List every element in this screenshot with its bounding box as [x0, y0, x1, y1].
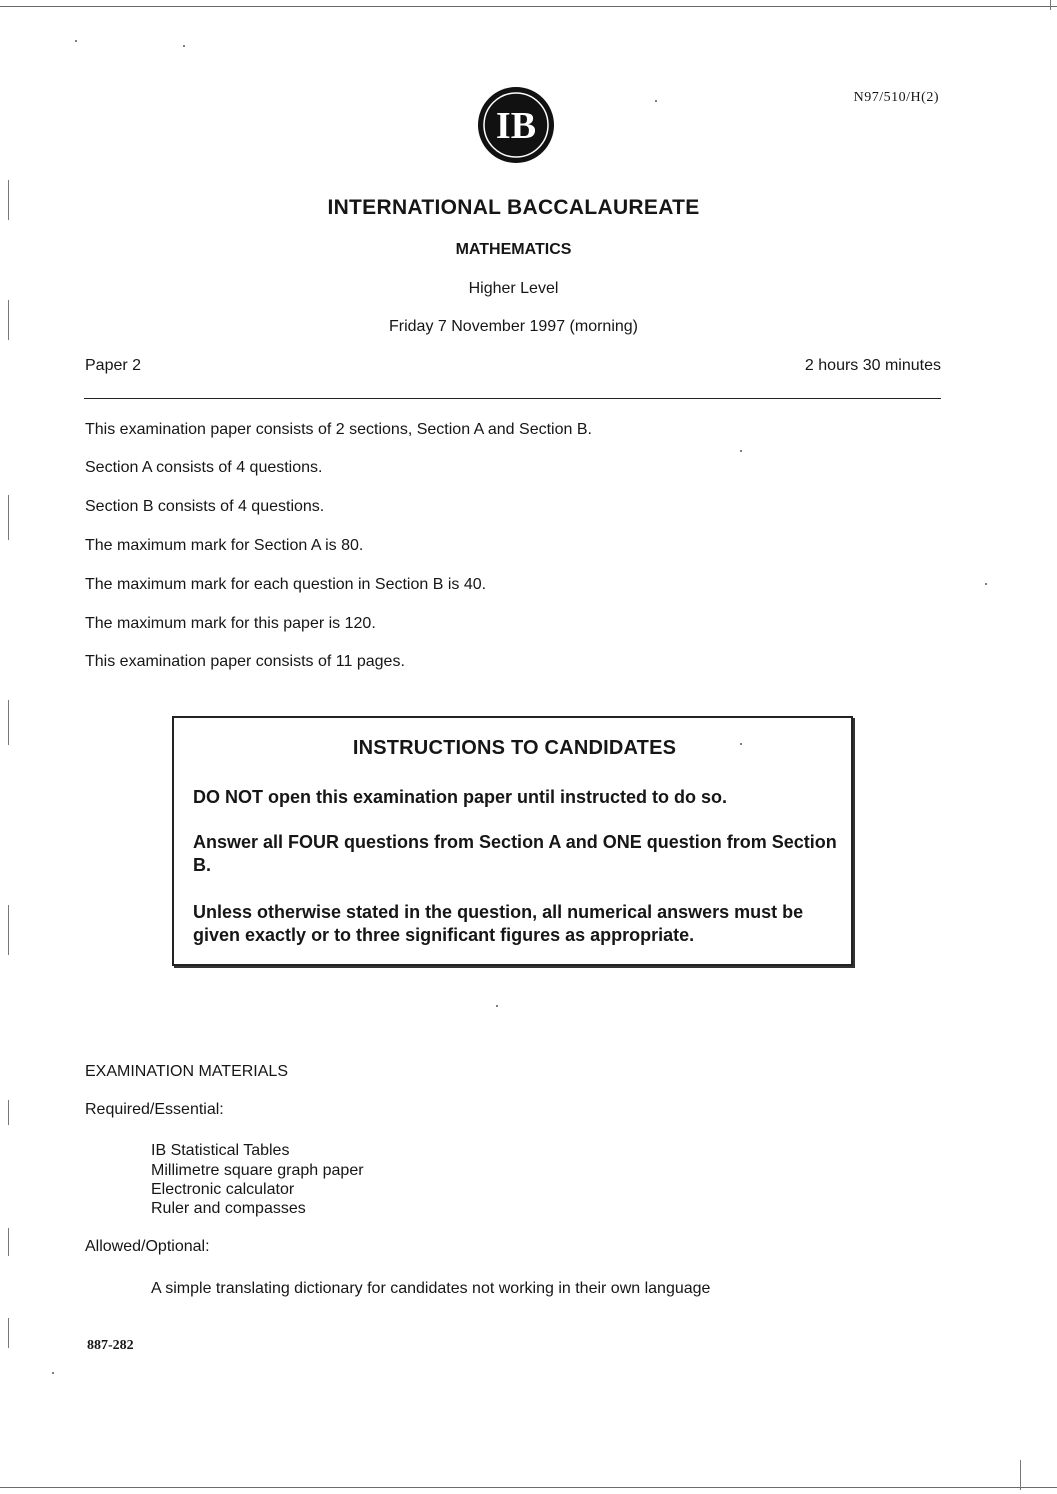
info-line: The maximum mark for Section A is 80. [85, 537, 364, 554]
required-label: Required/Essential: [85, 1101, 224, 1118]
scan-margin-mark [1050, 0, 1051, 10]
scan-speck [740, 450, 742, 452]
level-label: Higher Level [468, 280, 559, 297]
paper-number: Paper 2 [85, 357, 142, 374]
scan-margin-mark [8, 495, 9, 540]
paper-reference-code: N97/510/H(2) [853, 90, 939, 105]
required-item: Millimetre square graph paper [151, 1162, 364, 1179]
exam-date: Friday 7 November 1997 (morning) [389, 318, 638, 335]
scan-speck [496, 1005, 498, 1007]
scan-margin-mark [8, 700, 9, 745]
info-line: Section A consists of 4 questions. [85, 459, 323, 476]
header-divider [84, 398, 941, 399]
instruction-item: DO NOT open this examination paper until instructed to do so. [193, 787, 728, 807]
info-line: This examination paper consists of 2 sections, Section A and Section B. [85, 421, 592, 438]
scan-speck [75, 40, 77, 42]
instructions-box [172, 716, 853, 966]
footer-code: 887-282 [87, 1338, 134, 1353]
instruction-item: Answer all FOUR questions from Section A and ONE question from Section B. [193, 832, 837, 875]
exam-duration: 2 hours 30 minutes [804, 357, 941, 374]
scan-speck [985, 583, 987, 585]
scan-margin-mark [8, 1318, 9, 1348]
instruction-item: Unless otherwise stated in the question, all numerical answers must be given exactly or to three significant figures as appropriate. [193, 902, 804, 945]
scan-speck [52, 1372, 54, 1374]
info-line: Section B consists of 4 questions. [85, 498, 325, 515]
ib-logo-icon [476, 85, 556, 165]
instructions-title: INSTRUCTIONS TO CANDIDATES [352, 737, 677, 759]
required-item: Electronic calculator [151, 1181, 295, 1198]
scan-margin-mark [8, 905, 9, 955]
optional-item: A simple translating dictionary for candidates not working in their own language [151, 1280, 711, 1297]
materials-heading: EXAMINATION MATERIALS [85, 1063, 288, 1080]
logo-text: IB [495, 105, 537, 147]
info-line: This examination paper consists of 11 pages. [85, 653, 405, 670]
subject-title: MATHEMATICS [455, 241, 572, 258]
scan-margin-mark [8, 1228, 9, 1256]
scan-speck [183, 45, 185, 47]
scan-margin-mark [8, 1100, 9, 1125]
scan-edge-top [0, 6, 1057, 7]
required-item: Ruler and compasses [151, 1200, 306, 1217]
info-line: The maximum mark for each question in Section B is 40. [85, 576, 487, 593]
required-item: IB Statistical Tables [151, 1142, 290, 1159]
info-line: The maximum mark for this paper is 120. [85, 615, 376, 632]
scan-edge-bottom [0, 1487, 1057, 1488]
scan-margin-mark [1020, 1460, 1021, 1490]
optional-label: Allowed/Optional: [85, 1238, 210, 1255]
institution-title: INTERNATIONAL BACCALAUREATE [327, 196, 700, 219]
scan-speck [655, 100, 657, 102]
